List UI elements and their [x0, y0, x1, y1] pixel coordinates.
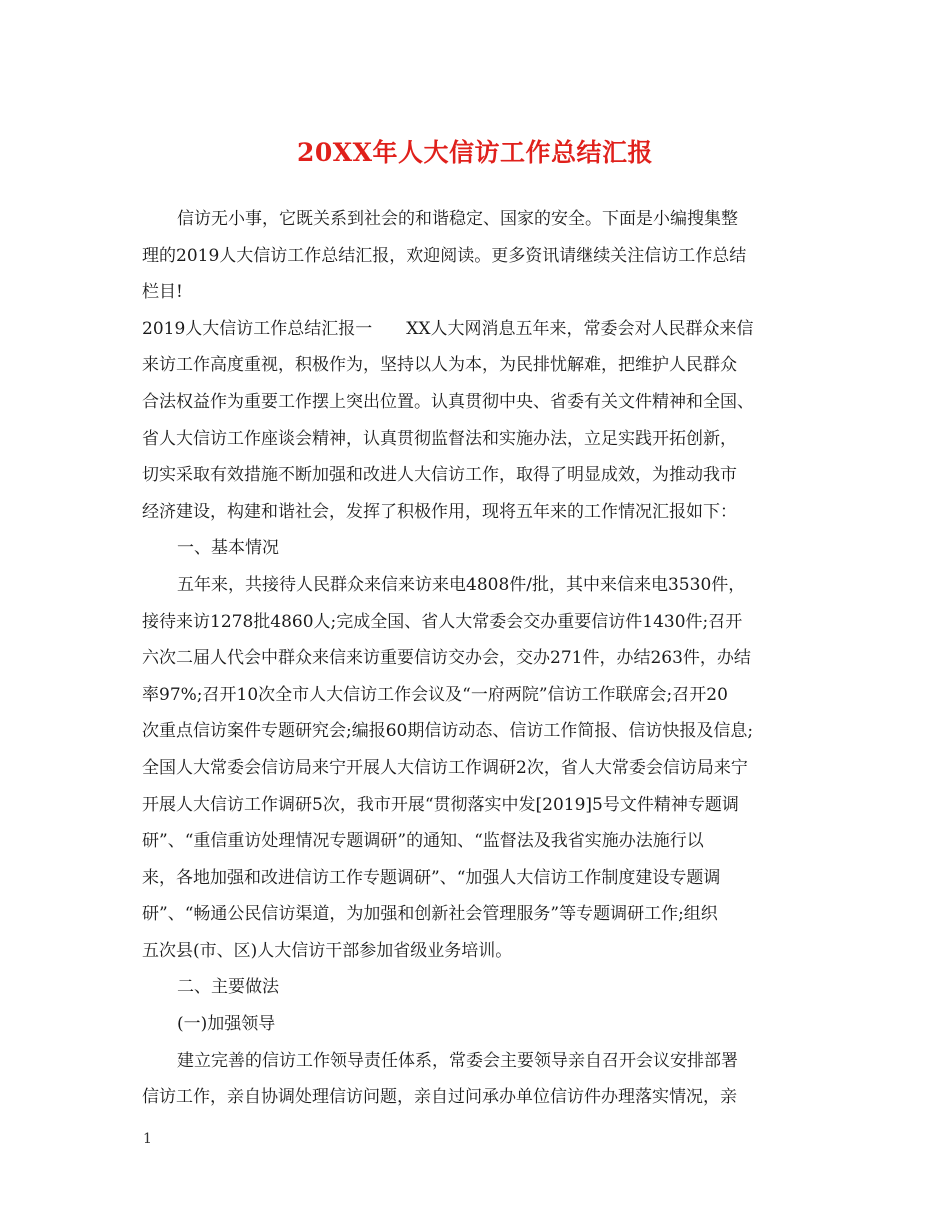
body-line: 信访工作，亲自协调处理信访问题，亲自过问承办单位信访件办理落实情况，亲: [142, 1087, 737, 1108]
body-line: 研”、“重信重访处理情况专题调研”的通知、“监督法及我省实施办法施行以: [142, 831, 704, 852]
body-line: 信访无小事，它既关系到社会的和谐稳定、国家的安全。下面是小编搜集整: [177, 209, 738, 229]
body-line: 省人大信访工作座谈会精神，认真贯彻监督法和实施办法，立足实践开拓创新，: [142, 428, 737, 449]
body-line: 2019人大信访工作总结汇报一 XX人大网消息五年来，常委会对人民群众来信: [142, 318, 754, 339]
body-line: 全国人大常委会信访局来宁开展人大信访工作调研2次，省人大常委会信访局来宁: [142, 757, 748, 778]
body-line: 栏目!: [142, 282, 183, 303]
body-line: 切实采取有效措施不断加强和改进人大信访工作，取得了明显成效，为推动我市: [142, 465, 737, 486]
body-line: 五次县(市、区)人大信访干部参加省级业务培训。: [142, 940, 513, 961]
subsection-heading: (一)加强领导: [177, 1014, 276, 1035]
body-line: 次重点信访案件专题研究会;编报60期信访动态、信访工作简报、信访快报及信息;: [142, 721, 754, 742]
body-line: 接待来访1278批4860人;完成全国、省人大常委会交办重要信访件1430件;召开: [142, 611, 743, 632]
document-body: [142, 201, 812, 1116]
body-line: 率97%;召开10次全市人大信访工作会议及“一府两院”信访工作联席会;召开20: [142, 684, 728, 705]
body-line: 理的2019人大信访工作总结汇报，欢迎阅读。更多资讯请继续关注信访工作总结: [142, 245, 747, 266]
body-line: 来，各地加强和改进信访工作专题调研”、“加强人大信访工作制度建设专题调: [142, 867, 721, 888]
section-heading: 一、基本情况: [177, 538, 279, 559]
body-line: 来访工作高度重视，积极作为，坚持以人为本，为民排忧解难，把维护人民群众: [142, 355, 737, 376]
body-line: 五年来，共接待人民群众来信来访来电4808件/批，其中来信来电3530件，: [177, 574, 746, 595]
body-line: 经济建设，构建和谐社会，发挥了积极作用，现将五年来的工作情况汇报如下：: [142, 501, 737, 522]
body-line: 合法权益作为重要工作摆上突出位置。认真贯彻中央、省委有关文件精神和全国、: [142, 391, 754, 412]
body-line: 开展人大信访工作调研5次，我市开展“贯彻落实中发[2019]5号文件精神专题调: [142, 794, 739, 815]
page-number: 1: [143, 1131, 152, 1147]
document-title: 20XX年人大信访工作总结汇报: [296, 138, 654, 167]
body-line: 研”、“畅通公民信访渠道，为加强和创新社会管理服务”等专题调研工作;组织: [142, 904, 718, 925]
section-heading: 二、主要做法: [177, 977, 279, 998]
body-line: 六次二届人代会中群众来信来访重要信访交办会，交办271件，办结263件，办结: [142, 648, 751, 669]
body-line: 建立完善的信访工作领导责任体系，常委会主要领导亲自召开会议安排部署: [177, 1050, 738, 1071]
